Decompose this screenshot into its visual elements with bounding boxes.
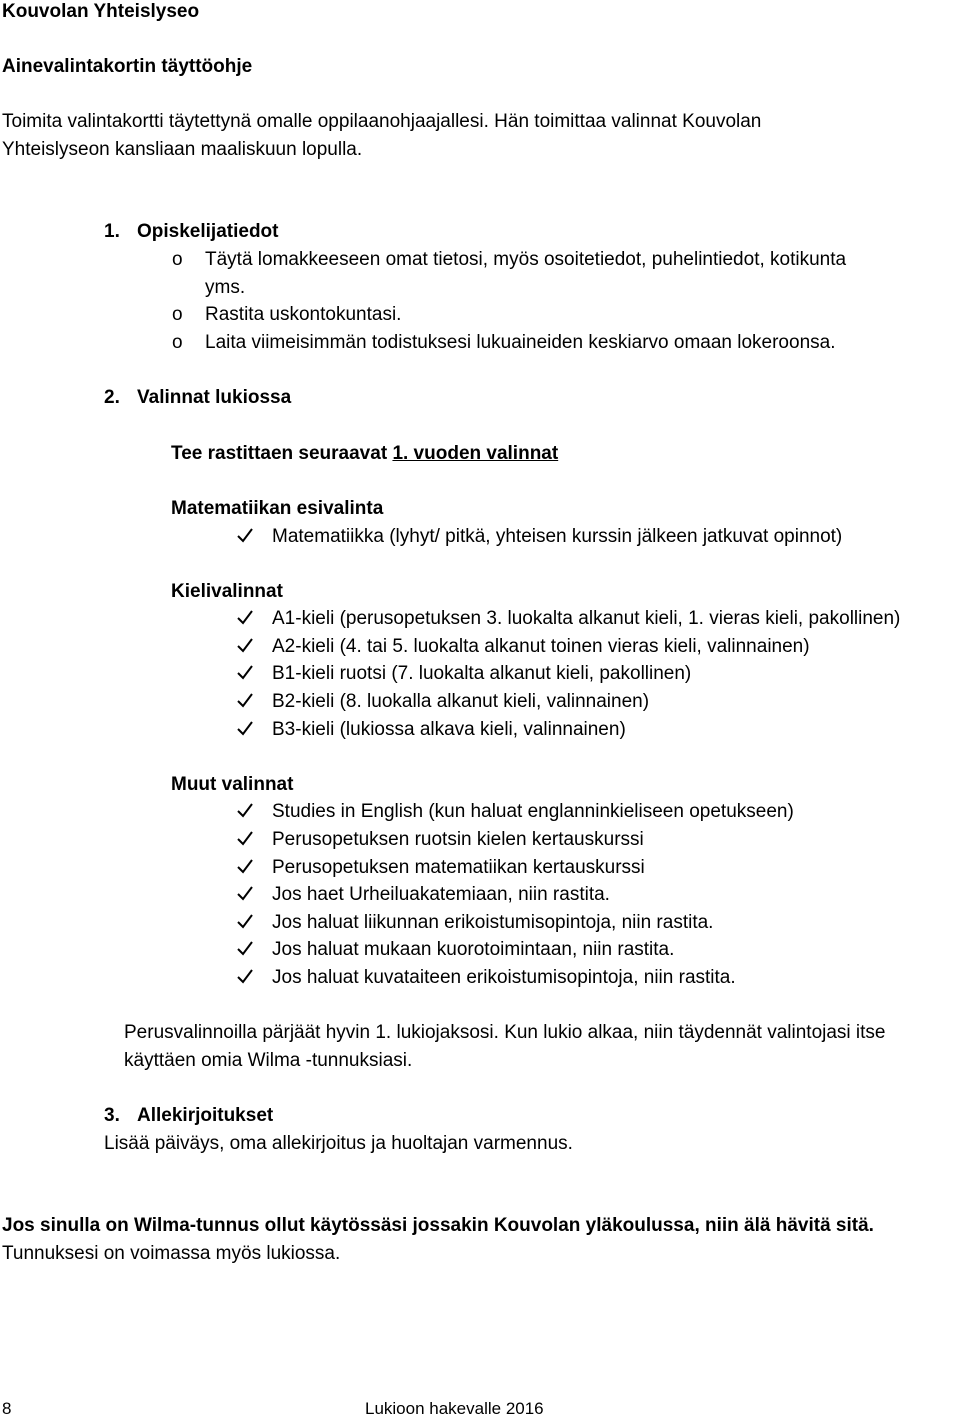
- note-line-2: käyttäen omia Wilma -tunnuksiasi.: [124, 1050, 413, 1071]
- checkmark-icon: [236, 635, 254, 659]
- list-item: B2-kieli (8. luokalla alkanut kieli, valinnainen): [272, 691, 650, 712]
- checkmark-icon: [236, 525, 254, 549]
- checkmark-icon: [236, 911, 254, 935]
- list-item: Jos haluat liikunnan erikoistumisopintoja, niin rastita.: [272, 912, 714, 933]
- list-item: Perusopetuksen ruotsin kielen kertauskurssi: [272, 829, 644, 850]
- instruction-prefix: Tee rastittaen seuraavat: [171, 443, 393, 464]
- bullet: o: [172, 304, 183, 325]
- bullet: o: [172, 332, 183, 353]
- instruction-underlined: 1. vuoden valinnat: [392, 443, 559, 464]
- list-item: Jos haet Urheiluakatemiaan, niin rastita.: [272, 884, 610, 905]
- section-3-text: Lisää päiväys, oma allekirjoitus ja huoltajan varmennus.: [104, 1133, 573, 1154]
- checkmark-icon: [236, 856, 254, 880]
- list-item: A2-kieli (4. tai 5. luokalta alkanut toinen vieras kieli, valinnainen): [272, 636, 810, 657]
- section-2-title: Valinnat lukiossa: [137, 387, 292, 408]
- list-item: B3-kieli (lukiossa alkava kieli, valinnainen): [272, 719, 626, 740]
- list-item: Laita viimeisimmän todistuksesi lukuaineiden keskiarvo omaan lokeroonsa.: [205, 332, 836, 353]
- checkmark-icon: [236, 938, 254, 962]
- section-3-title: Allekirjoitukset: [137, 1105, 274, 1126]
- list-item: yms.: [205, 277, 246, 298]
- math-heading: Matematiikan esivalinta: [171, 498, 384, 519]
- wilma-note: Jos sinulla on Wilma-tunnus ollut käytössäsi jossakin Kouvolan yläkoulussa, niin älä hävitä sitä.: [2, 1215, 874, 1236]
- checkmark-icon: [236, 690, 254, 714]
- list-item: Studies in English (kun haluat englanninkieliseen opetukseen): [272, 801, 794, 822]
- school-name: Kouvolan Yhteislyseo: [2, 1, 200, 22]
- footer-publication: Lukioon hakevalle 2016: [365, 1399, 544, 1418]
- list-item: Rastita uskontokuntasi.: [205, 304, 402, 325]
- section-2-number: 2.: [104, 387, 120, 408]
- list-item: Matematiikka (lyhyt/ pitkä, yhteisen kurssin jälkeen jatkuvat opinnot): [272, 526, 843, 547]
- checkmark-icon: [236, 828, 254, 852]
- checkmark-icon: [236, 718, 254, 742]
- wilma-note-2: Tunnuksesi on voimassa myös lukiossa.: [2, 1243, 341, 1264]
- list-item: Jos haluat mukaan kuorotoimintaan, niin rastita.: [272, 939, 675, 960]
- intro-line-2: Yhteislyseon kansliaan maaliskuun lopulla.: [2, 139, 363, 160]
- note-line-1: Perusvalinnoilla pärjäät hyvin 1. lukiojaksosi. Kun lukio alkaa, niin täydennät valintojasi itse: [124, 1022, 886, 1043]
- list-item: A1-kieli (perusopetuksen 3. luokalta alkanut kieli, 1. vieras kieli, pakollinen): [272, 608, 901, 629]
- instruction-line: [171, 442, 558, 466]
- intro-line-1: Toimita valintakortti täytettynä omalle oppilaanohjaajallesi. Hän toimittaa valinnat Kouvolan: [2, 111, 762, 132]
- list-item: B1-kieli ruotsi (7. luokalta alkanut kieli, pakollinen): [272, 663, 692, 684]
- list-item: Perusopetuksen matematiikan kertauskurssi: [272, 857, 645, 878]
- checkmark-icon: [236, 883, 254, 907]
- section-1-number: 1.: [104, 221, 120, 242]
- list-item: Täytä lomakkeeseen omat tietosi, myös osoitetiedot, puhelintiedot, kotikunta: [205, 249, 847, 270]
- list-item: Jos haluat kuvataiteen erikoistumisopintoja, niin rastita.: [272, 967, 736, 988]
- document-title: Ainevalintakortin täyttöohje: [2, 56, 253, 77]
- page-number: 8: [2, 1399, 12, 1418]
- languages-heading: Kielivalinnat: [171, 581, 283, 602]
- checkmark-icon: [236, 662, 254, 686]
- bullet: o: [172, 249, 183, 270]
- checkmark-icon: [236, 800, 254, 824]
- other-heading: Muut valinnat: [171, 774, 294, 795]
- section-1-title: Opiskelijatiedot: [137, 221, 279, 242]
- checkmark-icon: [236, 966, 254, 990]
- section-3-number: 3.: [104, 1105, 120, 1126]
- checkmark-icon: [236, 607, 254, 631]
